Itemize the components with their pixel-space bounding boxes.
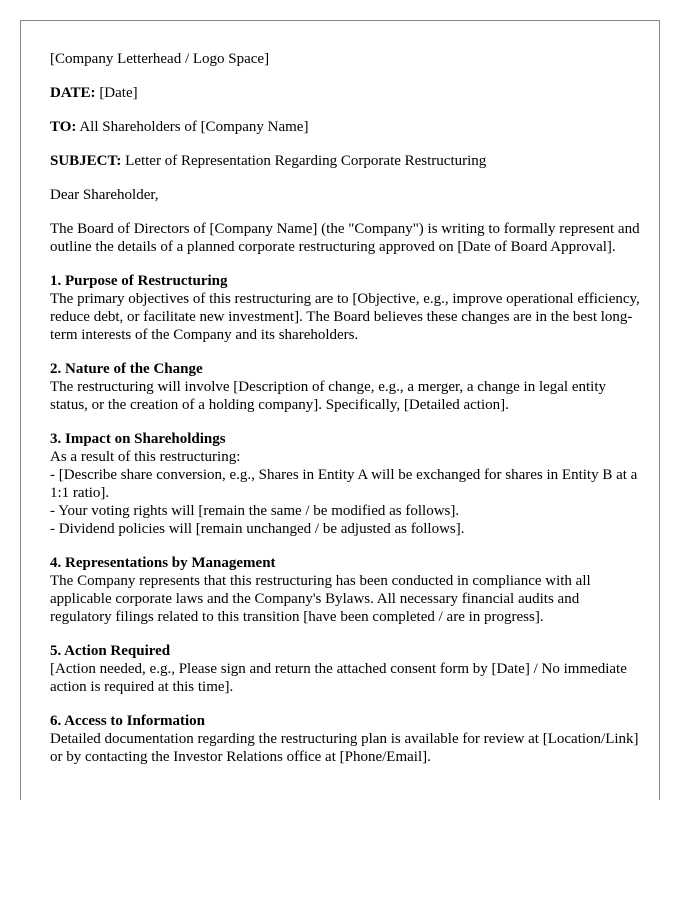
letter-page bbox=[20, 20, 660, 800]
to-value: All Shareholders of [Company Name] bbox=[79, 119, 309, 135]
section-title: 1. Purpose of Restructuring bbox=[50, 273, 228, 289]
date-value: [Date] bbox=[99, 85, 138, 101]
section-title: 3. Impact on Shareholdings bbox=[50, 431, 226, 447]
list-item: - Your voting rights will [remain the same / be modified as follows]. bbox=[50, 503, 460, 519]
to-line bbox=[50, 118, 640, 136]
subject-label: SUBJECT: bbox=[50, 153, 122, 169]
subject-value: Letter of Representation Regarding Corporate Restructuring bbox=[125, 153, 487, 169]
salutation: Dear Shareholder, bbox=[50, 187, 159, 203]
section-text: Detailed documentation regarding the restructuring plan is available for review at [Location/Link] or by contacting the Investor Relations office at [Phone/Email]. bbox=[50, 731, 639, 765]
section-purpose bbox=[50, 272, 640, 344]
section-text: The Company represents that this restructuring has been conducted in compliance with all applicable corporate laws and the Company's Bylaws. All necessary financial audits and regulatory filings related to this transition [have been completed / are in progress]. bbox=[50, 573, 591, 625]
section-nature-of-change bbox=[50, 360, 640, 414]
section-title: 6. Access to Information bbox=[50, 713, 205, 729]
letter-content bbox=[50, 50, 640, 782]
section-text: [Action needed, e.g., Please sign and return the attached consent form by [Date] / No immediate action is required at this time]. bbox=[50, 661, 627, 695]
section-representations bbox=[50, 554, 640, 626]
section-title: 5. Action Required bbox=[50, 643, 171, 659]
section-text: As a result of this restructuring: bbox=[50, 449, 241, 465]
section-title: 2. Nature of the Change bbox=[50, 361, 203, 377]
section-impact-on-shareholdings bbox=[50, 430, 640, 538]
intro-paragraph: The Board of Directors of [Company Name] (the "Company") is writing to formally represent and outline the details of a planned corporate restructuring approved on [Date of Board Approval]. bbox=[50, 221, 640, 255]
section-text: The restructuring will involve [Description of change, e.g., a merger, a change in legal entity status, or the creation of a holding company]. Specifically, [Detailed action]. bbox=[50, 379, 607, 413]
section-title: 4. Representations by Management bbox=[50, 555, 276, 571]
list-item: - Dividend policies will [remain unchanged / be adjusted as follows]. bbox=[50, 521, 465, 537]
subject-line bbox=[50, 152, 640, 170]
date-label: DATE: bbox=[50, 85, 96, 101]
section-text: The primary objectives of this restructuring are to [Objective, e.g., improve operational efficiency, reduce debt, or facilitate new investment]. The Board believes these changes are in the best long-term interests of the Company and its shareholders. bbox=[50, 291, 640, 343]
list-item: - [Describe share conversion, e.g., Shares in Entity A will be exchanged for shares in Entity B at a 1:1 ratio]. bbox=[50, 467, 638, 501]
date-line bbox=[50, 84, 640, 102]
to-label: TO: bbox=[50, 119, 77, 135]
section-access-to-information bbox=[50, 712, 640, 766]
section-action-required bbox=[50, 642, 640, 696]
letterhead-placeholder: [Company Letterhead / Logo Space] bbox=[50, 51, 270, 67]
